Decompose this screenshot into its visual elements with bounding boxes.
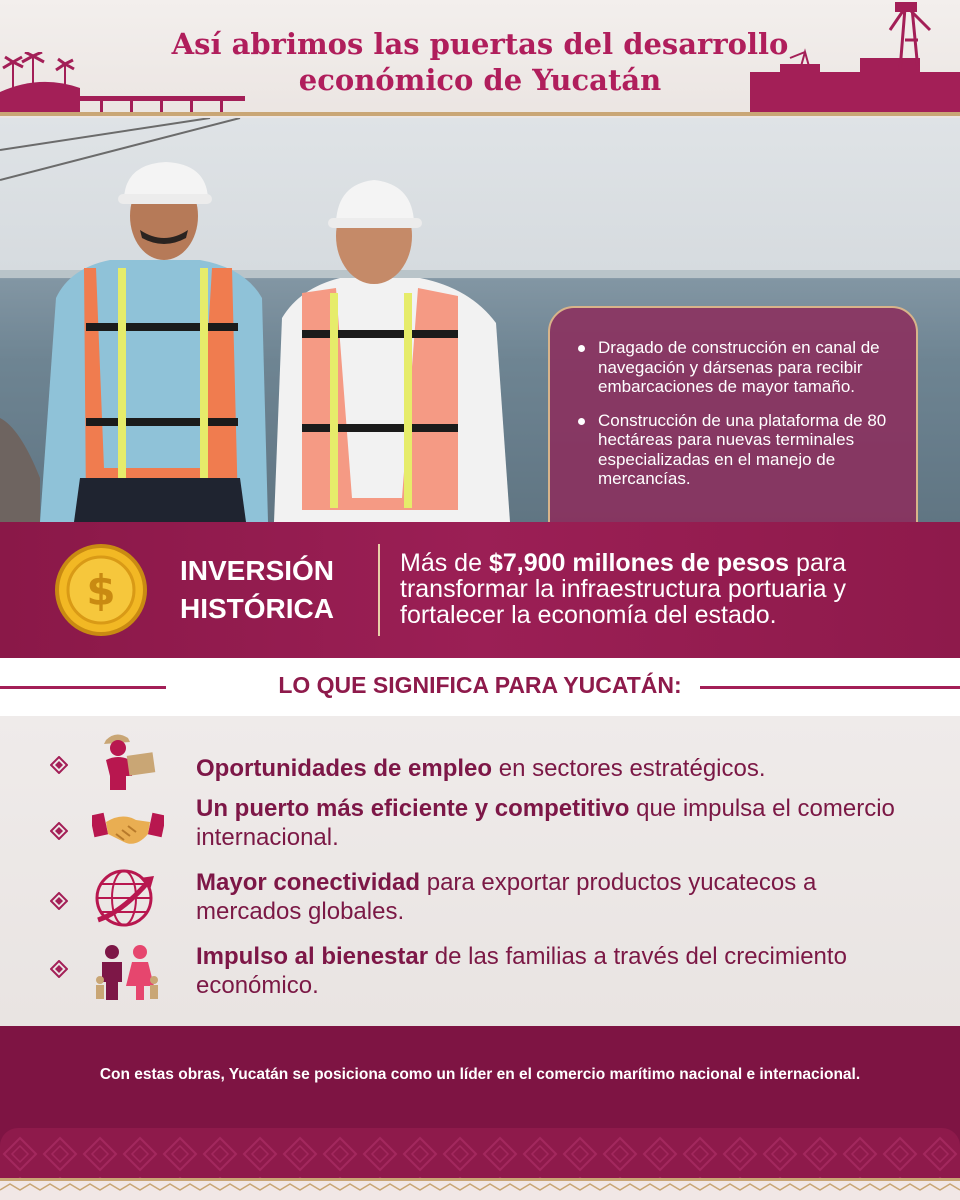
title-line-2: económico de Yucatán	[298, 63, 662, 97]
diamond-bullet-icon	[50, 892, 68, 910]
footer-text: Con estas obras, Yucatán se posiciona como un líder en el comercio marítimo nacional e internacional.	[99, 1066, 861, 1083]
project-bullets	[576, 338, 890, 489]
benefit-bold: Mayor conectividad	[196, 869, 421, 896]
bullet-text: Dragado de construcción en canal de navegación y dársenas para recibir embarcaciones de mayor tamaño.	[598, 338, 880, 396]
footer	[0, 1026, 960, 1200]
investment-band	[0, 522, 960, 658]
bullet-dot-icon	[578, 345, 585, 352]
investment-label-line-1: INVERSIÓN	[180, 555, 335, 586]
benefit-rest: que impulsa el comercio internacional.	[196, 795, 895, 851]
benefit-text	[196, 868, 916, 926]
investment-label-line-2: HISTÓRICA	[180, 593, 334, 624]
header-banner	[0, 0, 960, 118]
list-item	[576, 411, 890, 489]
header-gold-rule	[0, 112, 960, 116]
svg-text:$: $	[86, 566, 116, 615]
project-info-card	[548, 306, 918, 522]
benefit-bold: Impulso al bienestar	[196, 943, 429, 970]
benefit-bold: Un puerto más eficiente y competitivo	[196, 795, 630, 822]
bullet-text: Construcción de una plataforma de 80 hectáreas para nuevas terminales especializadas en el manejo de mercancías.	[598, 410, 887, 488]
port-photo	[0, 118, 960, 522]
title-line-1: Así abrimos las puertas del desarrollo	[171, 27, 789, 61]
benefit-text	[196, 754, 916, 783]
worker-box-icon	[92, 730, 162, 792]
person-left	[40, 162, 268, 522]
pattern-ornament	[0, 1134, 960, 1200]
benefits-list	[0, 716, 960, 1026]
investment-label	[180, 552, 334, 628]
benefits-title: LO QUE SIGNIFICA PARA YUCATÁN:	[278, 672, 682, 698]
footer-pattern	[0, 1104, 960, 1200]
benefit-rest: en sectores estratégicos.	[492, 755, 766, 782]
person-right	[274, 180, 510, 522]
investment-suffix: para transformar la infraestructura portuaria y fortalecer la economía del estado.	[400, 549, 847, 629]
diamond-bullet-icon	[50, 756, 68, 774]
page-title	[0, 26, 960, 98]
investment-prefix: Más de	[400, 549, 489, 577]
benefit-text	[196, 794, 916, 852]
globe-arrow-icon	[92, 868, 160, 928]
benefit-rest: para exportar productos yucatecos a mercados globales.	[196, 869, 817, 925]
investment-description	[400, 550, 940, 628]
benefit-rest: de las familias a través del crecimiento económico.	[196, 943, 847, 999]
list-item	[576, 338, 890, 397]
bullet-dot-icon	[578, 418, 585, 425]
diamond-bullet-icon	[50, 960, 68, 978]
family-icon	[92, 942, 162, 1002]
investment-divider	[378, 544, 380, 636]
diamond-bullet-icon	[50, 822, 68, 840]
handshake-icon	[92, 804, 164, 852]
dollar-coin-icon	[54, 543, 148, 637]
benefit-text	[196, 942, 916, 1000]
investment-amount: $7,900 millones de pesos	[488, 549, 790, 577]
benefit-bold: Oportunidades de empleo	[196, 755, 493, 782]
